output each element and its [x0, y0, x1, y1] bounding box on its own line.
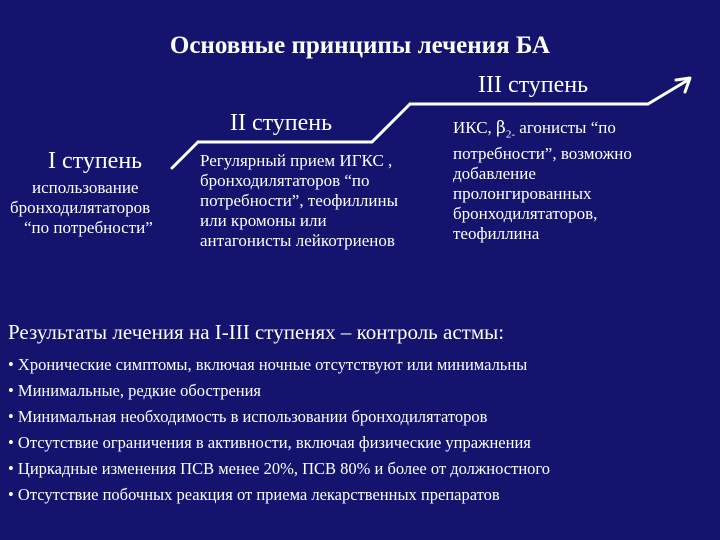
- list-item: • Отсутствие ограничения в активности, включая физические упражнения: [8, 433, 531, 452]
- step-3-line: добавление: [453, 164, 536, 184]
- step-2-line: или кромоны или: [200, 211, 327, 230]
- step-1-riser: [172, 142, 198, 168]
- slide-title: Основные принципы лечения БА: [169, 32, 551, 59]
- step-1-line: бронходилятаторов: [10, 198, 151, 217]
- list-item: • Минимальная необходимость в использовании бронходилятаторов: [8, 407, 488, 426]
- list-item: • Хронические симптомы, включая ночные отсутствуют или минимальны: [8, 355, 528, 374]
- step-1-description: [10, 178, 153, 238]
- step-1-label: I ступень: [48, 148, 143, 174]
- step-2-description: [200, 151, 398, 251]
- step-2-line: бронходилятаторов “по: [200, 171, 370, 190]
- step-2-line: потребности”, теофиллины: [200, 191, 399, 210]
- results-heading: Результаты лечения на I-III ступенях – контроль астмы:: [8, 320, 505, 344]
- list-item: • Отсутствие побочных реакция от приема лекарственных препаратов: [8, 485, 500, 504]
- step-3-line: пролонгированных: [453, 184, 592, 204]
- step-3-line-prefix: ИКС,: [453, 118, 497, 137]
- step-3-line: [453, 118, 632, 144]
- step-3-label: III ступень: [478, 72, 589, 98]
- results-list: [8, 352, 550, 508]
- step-1-line: использование: [32, 178, 139, 197]
- step-2-line: антагонисты лейкотриенов: [200, 231, 395, 250]
- step-3-line: потребности”, возможно: [453, 144, 632, 164]
- step-2-line: Регулярный прием ИГКС ,: [200, 151, 393, 170]
- step-3-line-suffix: агонисты “по: [515, 118, 616, 137]
- step-3-line: теофиллина: [453, 224, 540, 244]
- step-2-label: II ступень: [230, 110, 333, 136]
- step-3-description: [453, 118, 632, 244]
- step-3-riser: [648, 80, 688, 104]
- list-item: • Циркадные изменения ПСВ менее 20%, ПСВ 80% и более от должностного: [8, 459, 551, 478]
- beta-subscript: 2-: [505, 128, 516, 141]
- list-item: • Минимальные, редкие обострения: [8, 381, 262, 400]
- step-1-line: “по потребности”: [24, 218, 153, 237]
- step-3-line: бронходилятаторов,: [453, 204, 598, 224]
- step-2-riser: [372, 104, 410, 142]
- beta-symbol: β: [496, 118, 506, 138]
